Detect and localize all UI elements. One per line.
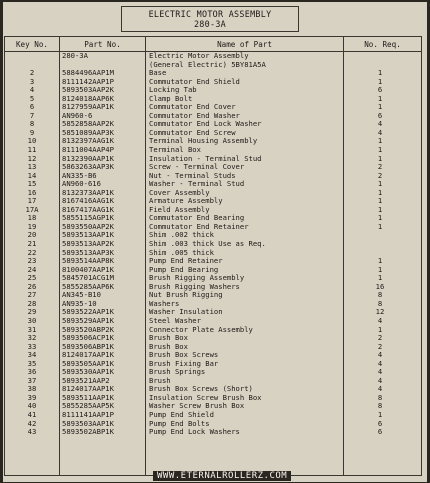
part-name-cell: Connector Plate Assembly — [149, 324, 253, 334]
quantity-cell: 4 — [377, 350, 383, 360]
key-cell: 31 — [27, 324, 37, 334]
part-number-cell: 5893521AAP2 — [62, 375, 110, 385]
part-number-cell: 5863263AAP3K — [62, 162, 114, 172]
part-number-cell: 5893520ABP2K — [62, 324, 114, 334]
key-cell: 30 — [27, 315, 37, 325]
key-cell: 19 — [27, 221, 37, 231]
part-name-cell: Insulation Screw Brush Box — [149, 392, 262, 402]
key-cell: 10 — [27, 136, 37, 146]
assembly-number: 280-3A — [193, 19, 227, 29]
part-name-cell: Armature Assembly — [149, 196, 223, 206]
part-number-cell: 5893506ABP1K — [62, 341, 114, 351]
part-number-cell: AN960-616 — [62, 179, 101, 189]
part-name-cell: Insulation - Terminal Stud — [149, 153, 262, 163]
part-number-cell: AN345-B10 — [62, 290, 101, 300]
quantity-cell: 1 — [377, 213, 383, 223]
part-name-cell: Shim .003 thick Use as Req. — [149, 239, 266, 249]
key-cell: 18 — [27, 213, 37, 223]
quantity-cell: 12 — [375, 307, 385, 317]
key-cell: 33 — [27, 341, 37, 351]
key-cell: 27 — [27, 290, 37, 300]
part-name-cell: Brush Springs — [149, 367, 206, 377]
part-number-cell: 5893511AAP1K — [62, 392, 114, 402]
quantity-cell: 8 — [377, 401, 383, 411]
part-number-cell: 8100407AAP1K — [62, 264, 114, 274]
key-cell: 37 — [27, 375, 37, 385]
part-number-cell: 8127959AAP1K — [62, 102, 114, 112]
part-name-cell: Washer Screw Brush Box — [149, 401, 245, 411]
part-number-cell: 5855285AAP6K — [62, 281, 114, 291]
key-cell: 29 — [27, 307, 37, 317]
part-name-cell: Washer Insulation — [149, 307, 223, 317]
quantity-cell: 4 — [377, 367, 383, 377]
quantity-cell: 1 — [377, 264, 383, 274]
key-cell: 24 — [27, 264, 37, 274]
quantity-cell: 6 — [377, 85, 383, 95]
quantity-cell: 1 — [377, 179, 383, 189]
quantity-cell: 1 — [377, 204, 383, 214]
table-header — [5, 37, 421, 52]
quantity-cell: 1 — [377, 68, 383, 78]
part-name-cell: Commutator End Screw — [149, 127, 236, 137]
part-number-cell: 8111142AAP1P — [62, 76, 114, 86]
part-number-cell: 5884496AAP1M — [62, 68, 114, 78]
document-title: ELECTRIC MOTOR ASSEMBLY — [148, 9, 272, 19]
part-number-cell: 5855285AAP5K — [62, 401, 114, 411]
part-number-cell: 5893513AAP3K — [62, 247, 114, 257]
part-number-cell: 5852858AAP2K — [62, 119, 114, 129]
part-name-cell: Brush Box — [149, 341, 188, 351]
key-cell: 36 — [27, 367, 37, 377]
part-number-cell: 5893522AAP1K — [62, 307, 114, 317]
key-cell: 25 — [27, 273, 37, 283]
part-number-cell: 5893506ACP1K — [62, 333, 114, 343]
part-name-cell: Washer - Terminal Stud — [149, 179, 245, 189]
part-name-cell: Electric Motor Assembly — [149, 51, 249, 60]
quantity-cell: 2 — [377, 162, 383, 172]
part-number-cell: 8111141AAP1P — [62, 409, 114, 419]
quantity-cell: 2 — [377, 333, 383, 343]
part-number-cell: 8132390AAP1K — [62, 153, 114, 163]
part-number-cell: 5893513AAP2K — [62, 239, 114, 249]
key-cell: 4 — [29, 85, 35, 95]
quantity-cell: 1 — [377, 324, 383, 334]
header-part: Part No. — [84, 40, 121, 49]
quantity-cell: 1 — [377, 256, 383, 266]
key-cell: 14 — [27, 170, 37, 180]
part-number-cell: 5845701ACG1M — [62, 273, 114, 283]
quantity-cell: 8 — [377, 290, 383, 300]
part-name-cell: Nut - Terminal Studs — [149, 170, 236, 180]
key-cell: 5 — [29, 93, 35, 103]
part-name-cell: Pump End Bearing — [149, 264, 219, 274]
quantity-cell: 6 — [377, 110, 383, 120]
key-cell: 32 — [27, 333, 37, 343]
part-name-cell: Locking Tab — [149, 85, 197, 95]
quantity-cell: 6 — [377, 418, 383, 428]
quantity-cell: 2 — [377, 170, 383, 180]
key-cell: 11 — [27, 145, 37, 155]
part-number-cell: 8124017AAP1K — [62, 384, 114, 394]
part-number-cell: 8124017AAP1K — [62, 350, 114, 360]
key-cell: 12 — [27, 153, 37, 163]
parts-list-sheet — [3, 2, 427, 482]
part-name-cell: Shim .002 thick — [149, 230, 214, 240]
part-number-cell: 5851089AAP3K — [62, 127, 114, 137]
key-cell: 39 — [27, 392, 37, 402]
quantity-cell: 16 — [375, 281, 385, 291]
key-cell: 16 — [27, 187, 37, 197]
title-box — [121, 6, 299, 32]
quantity-cell: 6 — [377, 427, 383, 437]
quantity-cell: 1 — [377, 221, 383, 231]
part-number-cell: 5893530AAP1K — [62, 367, 114, 377]
part-name-cell: Pump End Shield — [149, 409, 214, 419]
quantity-cell: 1 — [377, 93, 383, 103]
key-cell: 43 — [27, 427, 37, 437]
key-cell: 35 — [27, 358, 37, 368]
website-watermark: WWW.ETERNALROLLERZ.COM — [153, 471, 291, 481]
key-cell: 22 — [27, 247, 37, 257]
parts-table — [4, 36, 422, 476]
part-name-cell: Commutator End Bearing — [149, 213, 245, 223]
key-cell: 9 — [29, 127, 35, 137]
part-number-cell: 5893505AAP1K — [62, 358, 114, 368]
part-number-cell: 5893514AAP8K — [62, 256, 114, 266]
part-number-cell: 8167417AAG1K — [62, 204, 114, 214]
quantity-cell: 4 — [377, 358, 383, 368]
header-name: Name of Part — [217, 40, 272, 49]
part-name-cell: Terminal Housing Assembly — [149, 136, 258, 146]
part-number-cell: AN960-6 — [62, 110, 93, 120]
part-number-cell: 5855115AGP1K — [62, 213, 114, 223]
part-number-cell: AN935-10 — [62, 298, 97, 308]
part-number-cell: 5893503AAP1K — [62, 418, 114, 428]
key-cell: 17 — [27, 196, 37, 206]
part-name-cell: Steel Washer — [149, 315, 201, 325]
quantity-cell: 1 — [377, 273, 383, 283]
part-name-cell: Brush Box Screws (Short) — [149, 384, 253, 394]
key-cell: 7 — [29, 110, 35, 120]
key-cell: 15 — [27, 179, 37, 189]
quantity-cell: 4 — [377, 384, 383, 394]
quantity-cell: 2 — [377, 341, 383, 351]
part-number-cell: 8167416AAG1K — [62, 196, 114, 206]
key-cell: 21 — [27, 239, 37, 249]
key-cell: 28 — [27, 298, 37, 308]
part-name-cell: Field Assembly — [149, 204, 210, 214]
quantity-cell: 1 — [377, 196, 383, 206]
quantity-cell: 4 — [377, 119, 383, 129]
quantity-cell: 4 — [377, 127, 383, 137]
quantity-cell: 1 — [377, 102, 383, 112]
part-name-cell: Washers — [149, 298, 180, 308]
part-name-cell: Base — [149, 68, 167, 78]
part-name-cell: Pump End Bolts — [149, 418, 210, 428]
part-number-cell: AN335-B6 — [62, 170, 97, 180]
part-number-cell: 5893550AAP2K — [62, 221, 114, 231]
part-name-cell: (General Electric) 5BY81A5A — [149, 59, 266, 69]
key-cell: 3 — [29, 76, 35, 86]
header-req: No. Req. — [364, 40, 401, 49]
part-name-cell: Clamp Bolt — [149, 93, 193, 103]
part-name-cell: Commutator End Retainer — [149, 221, 249, 231]
part-name-cell: Commutator End Shield — [149, 76, 240, 86]
key-cell: 20 — [27, 230, 37, 240]
part-name-cell: Commutator End Lock Washer — [149, 119, 262, 129]
quantity-cell: 4 — [377, 375, 383, 385]
part-name-cell: Nut Brush Rigging — [149, 290, 223, 300]
quantity-cell: 8 — [377, 392, 383, 402]
key-cell: 42 — [27, 418, 37, 428]
part-name-cell: Terminal Box — [149, 145, 201, 155]
quantity-cell: 1 — [377, 145, 383, 155]
quantity-cell: 1 — [377, 409, 383, 419]
part-name-cell: Cover Assembly — [149, 187, 210, 197]
key-cell: 2 — [29, 68, 35, 78]
quantity-cell: 1 — [377, 136, 383, 146]
part-number-cell: 5893513AAP1K — [62, 230, 114, 240]
part-name-cell: Brush Box — [149, 333, 188, 343]
part-number-cell: 5893529AAP1K — [62, 315, 114, 325]
key-cell: 23 — [27, 256, 37, 266]
part-number-cell: 8111004AAP4P — [62, 145, 114, 155]
part-number-cell: 8132373AAP1K — [62, 187, 114, 197]
key-cell: 38 — [27, 384, 37, 394]
part-name-cell: Screw - Terminal Cover — [149, 162, 245, 172]
key-cell: 34 — [27, 350, 37, 360]
part-number-cell: 8124018AAP6K — [62, 93, 114, 103]
part-name-cell: Pump End Lock Washers — [149, 427, 240, 437]
part-name-cell: Brush — [149, 375, 171, 385]
table-row — [5, 428, 421, 437]
key-cell: 40 — [27, 401, 37, 411]
part-number-cell: 8132397AAG1K — [62, 136, 114, 146]
part-name-cell: Brush Rigging Washers — [149, 281, 240, 291]
part-name-cell: Commutator End Cover — [149, 102, 236, 112]
key-cell: 41 — [27, 409, 37, 419]
quantity-cell: 1 — [377, 153, 383, 163]
part-number-cell: 5893502ABP1K — [62, 427, 114, 437]
key-cell: 6 — [29, 102, 35, 112]
quantity-cell: 4 — [377, 315, 383, 325]
part-name-cell: Brush Rigging Assembly — [149, 273, 245, 283]
part-name-cell: Brush Fixing Bar — [149, 358, 219, 368]
quantity-cell: 1 — [377, 187, 383, 197]
part-name-cell: Brush Box Screws — [149, 350, 219, 360]
quantity-cell: 8 — [377, 298, 383, 308]
table-body — [5, 52, 421, 437]
key-cell: 13 — [27, 162, 37, 172]
quantity-cell: 1 — [377, 76, 383, 86]
part-name-cell: Pump End Retainer — [149, 256, 223, 266]
part-name-cell: Shim .005 thick — [149, 247, 214, 257]
key-cell: 8 — [29, 119, 35, 129]
key-cell: 26 — [27, 281, 37, 291]
part-number-cell: 5893503AAP2K — [62, 85, 114, 95]
header-key: Key No. — [15, 40, 48, 49]
part-number-cell: 280-3A — [62, 51, 88, 60]
key-cell: 17A — [25, 204, 39, 214]
part-name-cell: Commutator End Washer — [149, 110, 240, 120]
